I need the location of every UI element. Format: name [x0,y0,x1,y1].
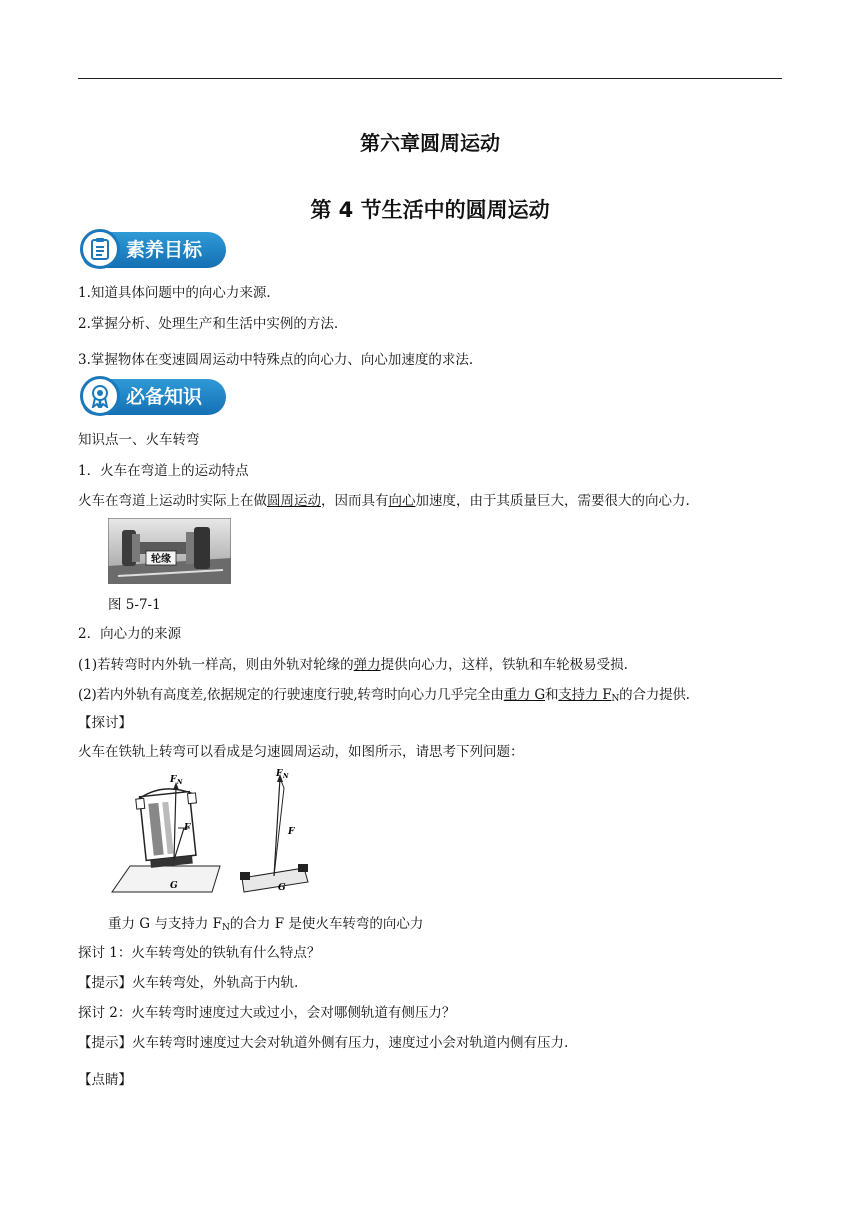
answer-2: 【提示】火车转弯时速度过大会对轨道外侧有压力，速度过小会对轨道内侧有压力. [78,1035,569,1051]
svg-text:N: N [283,773,289,780]
wheel-flange-label: 轮缘 [151,554,171,565]
knowledge-badge-label: 必备知识 [126,386,203,408]
goal-item: 3.掌握物体在变速圆周运动中特殊点的向心力、向心加速度的求法. [78,352,474,368]
sub1-text: 火车在弯道上运动时实际上在做圆周运动，因而具有向心加速度，由于其质量巨大，需要很大的向心力. [78,493,690,509]
chapter-title: 第六章圆周运动 [360,131,500,155]
goal-item: 1.知道具体问题中的向心力来源. [78,285,271,301]
force-label-g: G [170,881,178,891]
goals-badge [82,230,226,270]
underlined-term: 弹力 [353,657,381,673]
sub2-paragraph-1: (1)若转弯时内外轨一样高，则由外轨对轮缘的弹力提供向心力，这样，铁轨和车轮极易受损. [78,657,628,673]
underlined-term: 重力 G [503,687,545,703]
sub2-title: 2．向心力的来源 [78,626,182,642]
discussion-heading: 【探讨】 [78,715,132,731]
discussion-intro: 火车在铁轨上转弯可以看成是匀速圆周运动，如图所示，请思考下列问题： [78,744,524,760]
goal-item: 2.掌握分析、处理生产和生活中实例的方法. [78,316,339,332]
answer-1: 【提示】火车转弯处，外轨高于内轨. [78,975,299,991]
underlined-term: 圆周运动 [267,493,321,509]
force-label-f: F [184,823,191,833]
question-2: 探讨 2：火车转弯时速度过大或过小，会对哪侧轨道有侧压力？ [78,1005,456,1021]
diagram-caption: 重力 G 与支持力 $F_N$的合力 F 是使火车转弯的向心力 [108,916,424,933]
svg-text:F: F [288,827,295,837]
svg-text:N: N [177,779,183,786]
clipboard-icon [80,229,120,269]
wheel-flange-figure [108,518,231,584]
underlined-term: 向心 [388,493,416,509]
underlined-term: 支持力 $F_N$ [558,687,620,704]
section-title: 第 4 节生活中的圆周运动 [310,198,550,222]
figure-caption: 图 5-7-1 [108,597,161,613]
force-label-fn: F [170,775,177,785]
train-force-diagram [108,768,323,898]
hint-label: 【提示】 [78,975,132,991]
award-ribbon-icon [80,376,120,416]
svg-text:G: G [278,883,286,893]
sub2-paragraph-2: (2)若内外轨有高度差,依据规定的行驶速度行驶,转弯时向心力几乎完全由重力 G和支持力 $F_N$的合力提供. [78,687,690,704]
knowledge-badge [82,377,226,417]
dianjing-heading: 【点睛】 [78,1072,132,1088]
goals-badge-label: 素养目标 [126,239,203,261]
question-1: 探讨 1：火车转弯处的铁轨有什么特点？ [78,945,321,961]
header-rule [78,78,782,79]
point1-title: 知识点一、火车转弯 [78,432,200,448]
hint-label: 【提示】 [78,1035,132,1051]
svg-text:F: F [276,769,283,779]
sub1-title: 1．火车在弯道上的运动特点 [78,463,249,479]
